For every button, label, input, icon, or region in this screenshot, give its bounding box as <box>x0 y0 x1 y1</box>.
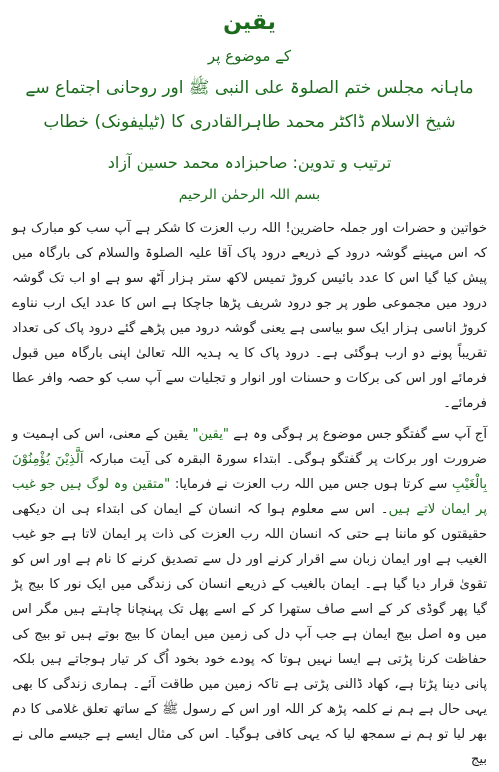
paragraph-2-text-d: ۔ اس سے معلوم ہوا کہ انسان کے ایمان کی ابتداء ہی ان دیکھی حقیقتوں کو ماننا ہے حتی کہ انسان اللہ رب العزت کی ذات پر ایمان لاتا ہے جو غیب الغیب ہے اور ایمان زبان سے اقرار کرنے اور دل سے تصدیق کرنے کا نام ہے اور اس کو تقویٰ قرار دیا گیا ہے۔ ایمان بالغیب کے ذریعے انسان کی زندگی میں ایک نور کا بیج پڑ گیا پھر گوڈی کر کے اسے صاف ستھرا کر کے اسے پھل تک پہنچانا چاہتے ہیں مگر اس میں وہ اصل بیج ایمان ہے جب آپ دل کی زمین میں ایمان کا بیج بوتے ہیں تو بیج کی حفاظت کرنا پڑتی ہے ایسا نہیں ہوتا کہ پودے خود بخود اُگ کر تیار ہوجاتے ہیں بلکہ پانی دینا پڑتا ہے، کھاد ڈالنی پڑتی ہے تاکہ زمین میں طاقت آئے۔ ہماری زندگی کا بھی یہی حال ہے ہم نے کلمہ پڑھ کر اللہ اور اس کے رسول ﷺ کے ساتھ تعلق غلامی کا دم بھر لیا تو ہم نے سمجھ لیا کہ یہی کافی ہوگیا۔ اس کی مثال ایسے ہے جیسے مالی نے بیج <box>12 502 487 767</box>
verse-translation: "متقین وہ لوگ ہیں جو غیب پر ایمان لاتے ہیں <box>12 477 487 517</box>
paragraph-2-text-c: سے کرتا ہوں جس میں اللہ رب العزت نے فرمایا: <box>170 477 452 492</box>
event-line: ماہانہ مجلس ختم الصلوۃ علی النبی ﷺ اور روحانی اجتماع سے <box>25 78 474 98</box>
article-header <box>12 8 487 206</box>
paragraph-2 <box>12 422 487 772</box>
quran-verse: اَلَّذِيْنَ يُؤْمِنُوْنَ بِالْغَيْبِ <box>12 452 487 492</box>
paragraph-2-text-b: یقین کے معنی، اس کی اہمیت و ضرورت اور برکات پر گفتگو ہوگی۔ ابتداء سورۃ البقرہ کی آیت مبارکہ <box>12 427 487 467</box>
paragraph-1: خواتین و حضرات اور جملہ حاضرین! اللہ رب العزت کا شکر ہے آپ سب کو مبارک ہو کہ اس مہینے گوشہ درود کے ذریعے درود پاک آقا علیہ الصلوۃ والسلام کی بارگاہ میں پیش کیا گیا اس کا عدد بائیس کروڑ تمیس لاکھ ستر ہزار آٹھ سو ہے او اب تک گوشہ درود میں مجموعی طور پر جو درود شریف پڑھا جاچکا ہے اس کا عدد ایک ارب نناوے کروڑ اناسی ہزار ایک سو بیاسی ہے یعنی گوشہ درود میں پڑھے گئے درود پاک کی تعداد تقریباً پونے دو ارب ہوگئی ہے۔ درود پاک کا یہ ہدیہ اللہ تعالیٰ اپنی بارگاہ میں قبول فرمائے اور اس کی برکات و حسنات اور انوار و تجلیات سے آپ سب کو حصہ وافر عطا فرمائے۔ <box>12 221 487 411</box>
bismillah: بسم اللہ الرحمٰن الرحیم <box>178 187 321 203</box>
topic-line: کے موضوع پر <box>207 47 292 65</box>
article-body <box>12 216 487 772</box>
article-title: یقین <box>223 10 276 35</box>
compiler-line: ترتیب و تدوین: صاحبزادہ محمد حسین آزاد <box>107 153 392 172</box>
paragraph-2-text-a: آج آپ سے گفتگو جس موضوع پر ہوگی وہ ہے <box>228 427 487 442</box>
yaqeen-term: "یقین" <box>192 427 229 442</box>
speaker-line: شیخ الاسلام ڈاکٹر محمد طاہرالقادری کا (ٹیلیفونک) خطاب <box>43 112 456 132</box>
